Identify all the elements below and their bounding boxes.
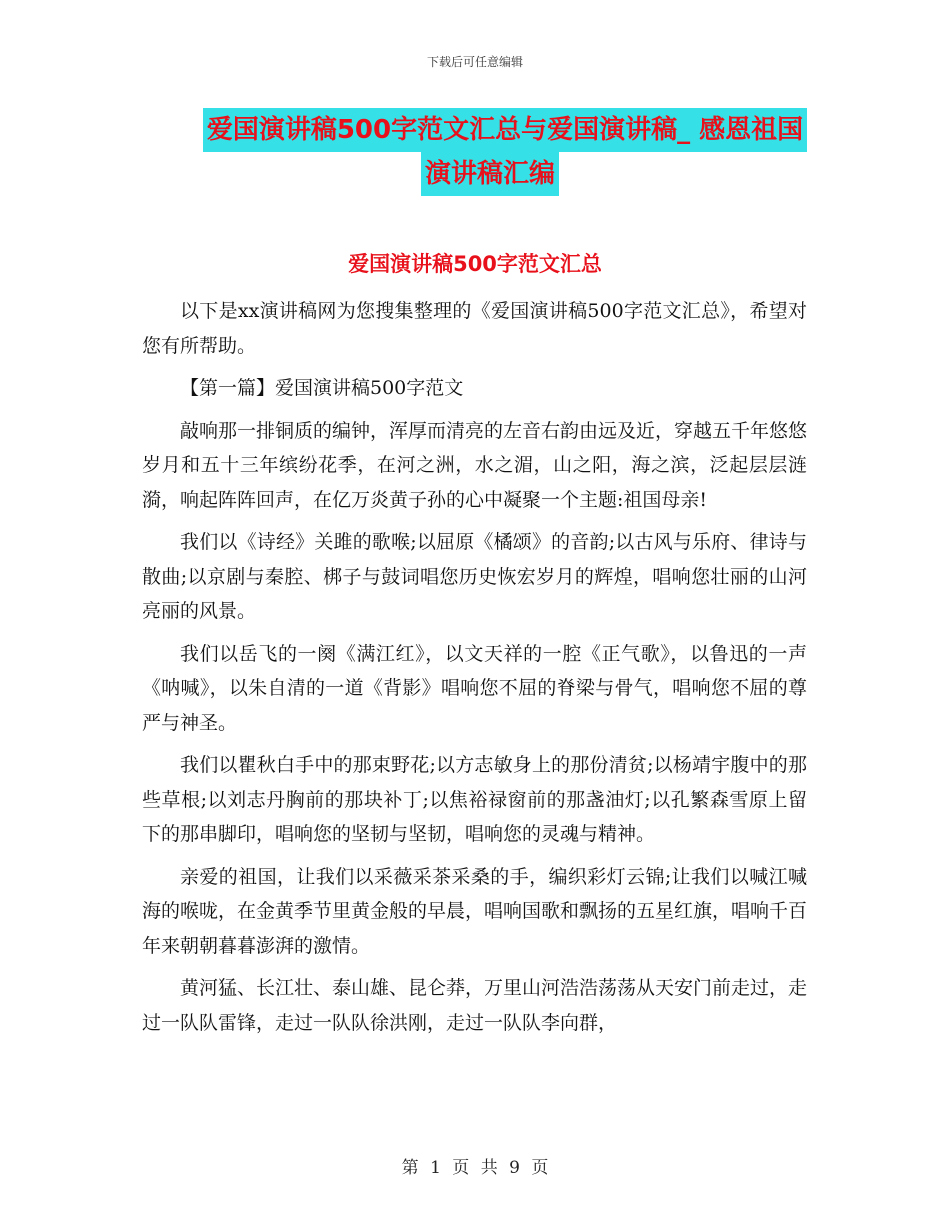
body-text (142, 294, 807, 1048)
section-heading: 爱国演讲稿500字范文汇总 (348, 252, 602, 276)
paragraph: 我们以瞿秋白手中的那束野花;以方志敏身上的那份清贫;以杨靖宇腹中的那些草根;以刘志丹胸前的那块补丁;以焦裕禄窗前的那盏油灯;以孔繁森雪原上留下的那串脚印，唱响您的坚韧与坚韧，唱响您的灵魂与精神。 (142, 754, 807, 845)
paragraph: 亲爱的祖国，让我们以采薇采茶采桑的手，编织彩灯云锦;让我们以喊江喊海的喉咙，在金黄季节里黄金般的早晨，唱响国歌和飘扬的五星红旗，唱响千百年来朝朝暮暮澎湃的激情。 (142, 865, 808, 957)
title-line-2: 演讲稿汇编 (421, 152, 559, 196)
paragraph: 黄河猛、长江壮、泰山雄、昆仑莽，万里山河浩浩荡荡从天安门前走过，走过一队队雷锋，走过一队队徐洪刚，走过一队队李向群， (142, 977, 808, 1034)
paragraph: 敲响那一排铜质的编钟，浑厚而清亮的左音右韵由远及近，穿越五千年悠悠岁月和五十三年缤纷花季，在河之洲，水之湄，山之阳，海之滨，泛起层层涟漪，响起阵阵回声，在亿万炎黄子孙的心中凝聚一个主题:祖国母亲! (142, 419, 808, 511)
paragraph: 以下是xx演讲稿网为您搜集整理的《爱国演讲稿500字范文汇总》，希望对您有所帮助。 (142, 300, 807, 357)
paragraph: 我们以《诗经》关雎的歌喉;以屈原《橘颂》的音韵;以古风与乐府、律诗与散曲;以京剧与秦腔、梆子与鼓词唱您历史恢宏岁月的辉煌，唱响您壮丽的山河亮丽的风景。 (142, 531, 807, 622)
page-number: 第 1 页 共 9 页 (401, 1158, 549, 1178)
title-line-1: 爱国演讲稿500字范文汇总与爱国演讲稿_ 感恩祖国 (203, 108, 807, 152)
page-header: 下载后可任意编辑 (426, 55, 523, 69)
paragraph: 【第一篇】爱国演讲稿500字范文 (180, 377, 464, 399)
document-title (170, 108, 810, 196)
paragraph: 我们以岳飞的一阕《满江红》，以文天祥的一腔《正气歌》，以鲁迅的一声《呐喊》，以朱自清的一道《背影》唱响您不屈的脊梁与骨气，唱响您不屈的尊严与神圣。 (142, 642, 807, 734)
